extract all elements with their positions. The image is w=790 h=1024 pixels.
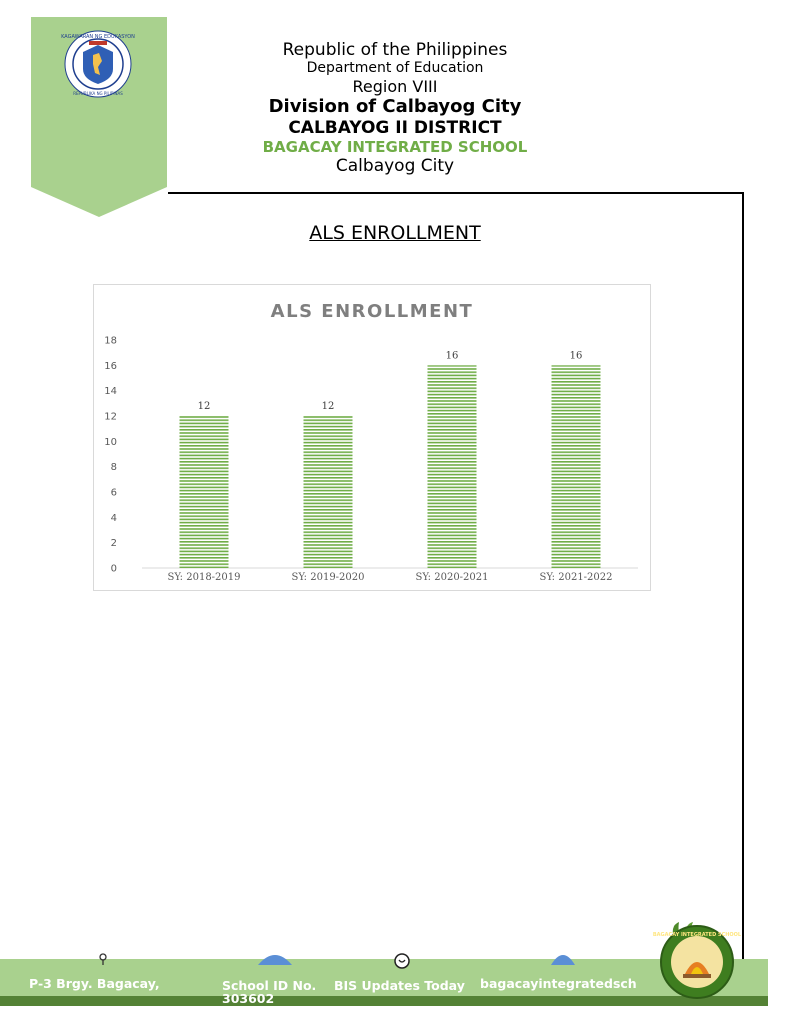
y-tick-label: 6 bbox=[110, 487, 117, 499]
seal-top-text: KAGAWARAN NG EDUKASYON bbox=[61, 34, 135, 40]
y-tick-label: 14 bbox=[104, 386, 117, 398]
bar-chart bbox=[94, 285, 650, 590]
bar-value-label: 16 bbox=[569, 350, 583, 362]
x-tick-label: SY: 2020-2021 bbox=[415, 572, 489, 583]
x-tick-label: SY: 2021-2022 bbox=[539, 572, 613, 583]
y-tick-label: 10 bbox=[104, 436, 117, 448]
y-tick-label: 16 bbox=[104, 360, 117, 372]
bar bbox=[552, 365, 601, 568]
footer-updates[interactable]: BIS Updates Today bbox=[334, 978, 465, 993]
footer-stripe bbox=[0, 996, 768, 1006]
y-tick-label: 8 bbox=[110, 462, 117, 474]
header-department: Department of Education bbox=[306, 60, 484, 77]
page-border-top bbox=[168, 192, 744, 194]
facebook-icon[interactable] bbox=[258, 951, 292, 965]
bar bbox=[180, 416, 229, 568]
email-icon[interactable] bbox=[551, 951, 575, 965]
bar-value-label: 12 bbox=[321, 401, 335, 412]
header-republic: Republic of the Philippines bbox=[282, 40, 508, 60]
school-logo-text: BAGACAY INTEGRATED SCHOOL bbox=[652, 932, 742, 938]
deped-seal-logo bbox=[58, 29, 138, 99]
header-district: CALBAYOG II DISTRICT bbox=[288, 117, 502, 138]
bar bbox=[304, 416, 353, 568]
footer-school-id-value bbox=[222, 991, 274, 997]
header-division: Division of Calbayog City bbox=[268, 96, 522, 118]
school-logo bbox=[652, 922, 742, 998]
y-tick-label: 12 bbox=[104, 411, 117, 423]
chart-title: ALS ENROLLMENT bbox=[270, 301, 474, 322]
y-tick-label: 2 bbox=[110, 538, 117, 550]
letterhead bbox=[190, 40, 600, 177]
footer-school-id-label: School ID No. bbox=[222, 978, 317, 993]
page-border-right bbox=[742, 192, 744, 997]
header-school: BAGACAY INTEGRATED SCHOOL bbox=[262, 138, 528, 157]
location-icon bbox=[96, 952, 110, 966]
phone-icon[interactable] bbox=[393, 952, 411, 966]
y-tick-label: 18 bbox=[104, 335, 117, 347]
y-tick-label: 4 bbox=[110, 512, 117, 524]
chart-frame bbox=[93, 284, 651, 591]
header-region: Region VIII bbox=[352, 77, 438, 97]
header-city: Calbayog City bbox=[335, 156, 455, 177]
bar-value-label: 16 bbox=[445, 350, 459, 362]
seal-bottom-text: REPUBLIKA NG PILIPINAS bbox=[73, 91, 123, 96]
bar-value-label: 12 bbox=[197, 401, 211, 412]
bar bbox=[428, 365, 477, 568]
document-title: ALS ENROLLMENT bbox=[309, 222, 481, 244]
x-tick-label: SY: 2019-2020 bbox=[291, 572, 365, 583]
footer-address: P-3 Brgy. Bagacay, bbox=[29, 976, 160, 991]
x-tick-label: SY: 2018-2019 bbox=[167, 572, 241, 583]
y-tick-label: 0 bbox=[110, 563, 117, 575]
footer-email[interactable]: bagacayintegratedsch bbox=[480, 976, 637, 991]
